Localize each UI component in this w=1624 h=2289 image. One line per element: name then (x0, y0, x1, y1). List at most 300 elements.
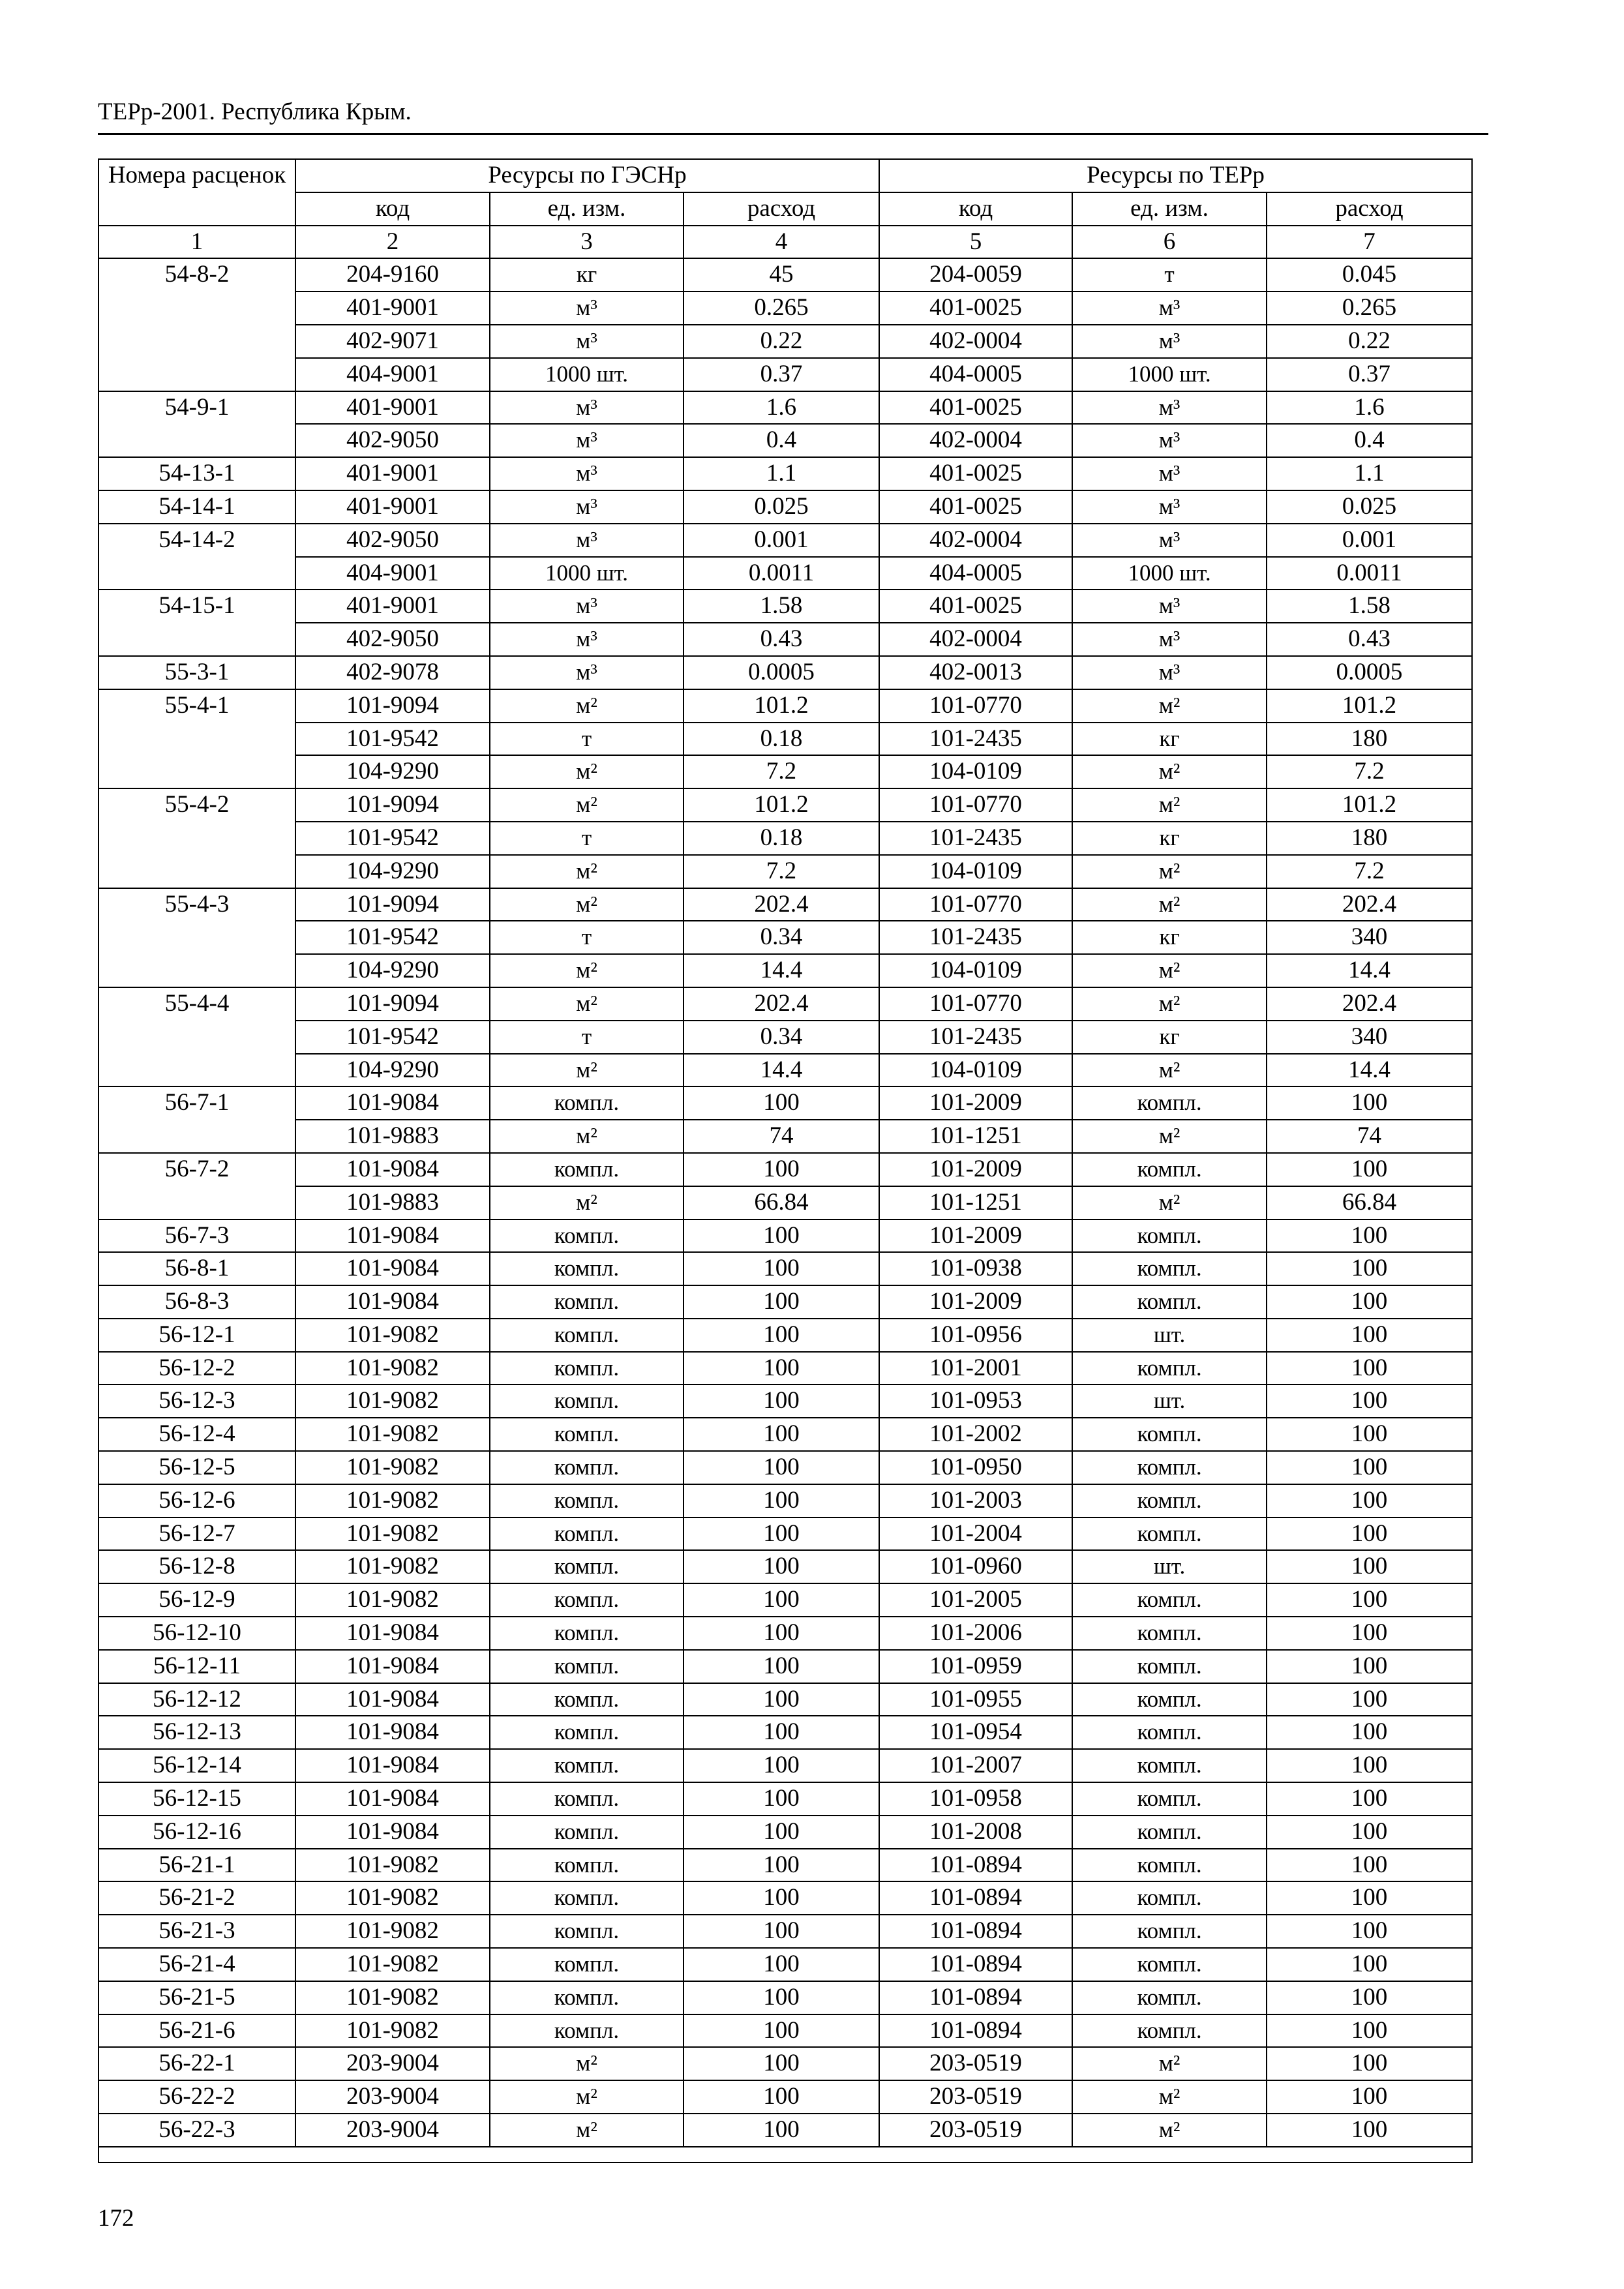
table-row (98, 1683, 1472, 1716)
cell-ter-consumption: 100 (1267, 1981, 1472, 2014)
cell-ter-consumption: 100 (1267, 1749, 1472, 1782)
cell-gesn-code: 101-9082 (295, 1849, 490, 1882)
cell-ter-unit: м³ (1072, 424, 1267, 457)
cell-gesn-code: 101-9542 (295, 921, 490, 954)
cell-ter-code: 401-0025 (879, 292, 1072, 325)
cell-gesn-unit: м² (490, 1120, 684, 1153)
cell-ter-code: 101-0954 (879, 1716, 1072, 1749)
cell-gesn-unit: м² (490, 788, 684, 822)
cell-rate-number: 55-4-3 (98, 888, 295, 987)
table-row (98, 1981, 1472, 2014)
cell-ter-code: 203-0519 (879, 2047, 1072, 2080)
spacer-cell (490, 2147, 684, 2162)
cell-gesn-unit: м³ (490, 590, 684, 623)
cell-ter-code: 101-2435 (879, 822, 1072, 855)
cell-gesn-unit: 1000 шт. (490, 358, 684, 391)
cell-gesn-consumption: 101.2 (684, 788, 879, 822)
cell-ter-consumption: 202.4 (1267, 987, 1472, 1021)
cell-gesn-code: 404-9001 (295, 358, 490, 391)
cell-gesn-code: 402-9050 (295, 524, 490, 557)
cell-gesn-code: 101-9084 (295, 1816, 490, 1849)
col-group-gesn: Ресурсы по ГЭСНр (295, 159, 879, 192)
cell-gesn-unit: м³ (490, 292, 684, 325)
col-index: 6 (1072, 226, 1267, 259)
cell-ter-unit: кг (1072, 1021, 1267, 1054)
cell-gesn-unit: кг (490, 258, 684, 292)
cell-ter-unit: м³ (1072, 590, 1267, 623)
cell-ter-consumption: 100 (1267, 1816, 1472, 1849)
cell-ter-unit: компл. (1072, 1153, 1267, 1186)
cell-gesn-code: 101-9084 (295, 1749, 490, 1782)
cell-gesn-code: 101-9542 (295, 723, 490, 756)
cell-gesn-unit: м² (490, 855, 684, 888)
cell-ter-unit: м³ (1072, 457, 1267, 490)
cell-ter-code: 104-0109 (879, 1054, 1072, 1087)
cell-gesn-code: 204-9160 (295, 258, 490, 292)
cell-ter-consumption: 100 (1267, 1219, 1472, 1253)
cell-gesn-unit: компл. (490, 1749, 684, 1782)
cell-ter-consumption: 101.2 (1267, 689, 1472, 723)
table-row (98, 921, 1472, 954)
cell-rate-number: 56-12-11 (98, 1650, 295, 1683)
cell-gesn-code: 101-9084 (295, 1782, 490, 1816)
cell-ter-consumption: 100 (1267, 2114, 1472, 2147)
cell-ter-unit: компл. (1072, 1451, 1267, 1484)
cell-gesn-code: 101-9094 (295, 788, 490, 822)
table-row (98, 1617, 1472, 1650)
cell-ter-unit: м² (1072, 888, 1267, 921)
cell-gesn-unit: т (490, 822, 684, 855)
col-index: 5 (879, 226, 1072, 259)
table-row (98, 1021, 1472, 1054)
cell-ter-consumption: 100 (1267, 1650, 1472, 1683)
cell-rate-number: 56-12-14 (98, 1749, 295, 1782)
cell-ter-unit: м³ (1072, 391, 1267, 425)
cell-gesn-code: 101-9082 (295, 1981, 490, 2014)
cell-ter-code: 101-1251 (879, 1120, 1072, 1153)
table-row (98, 2114, 1472, 2147)
cell-gesn-code: 101-9084 (295, 1219, 490, 1253)
cell-ter-code: 402-0013 (879, 656, 1072, 689)
resources-table (98, 158, 1473, 2163)
cell-rate-number: 56-21-5 (98, 1981, 295, 2014)
cell-ter-unit: компл. (1072, 1981, 1267, 2014)
cell-gesn-unit: м³ (490, 524, 684, 557)
cell-ter-code: 101-2003 (879, 1484, 1072, 1518)
table-row (98, 723, 1472, 756)
table-row (98, 1782, 1472, 1816)
cell-ter-code: 203-0519 (879, 2114, 1072, 2147)
table-row (98, 524, 1472, 557)
table-row (98, 855, 1472, 888)
cell-rate-number: 55-4-1 (98, 689, 295, 788)
cell-gesn-code: 101-9542 (295, 822, 490, 855)
cell-gesn-consumption: 100 (684, 1252, 879, 1285)
cell-gesn-code: 402-9071 (295, 325, 490, 358)
cell-gesn-consumption: 100 (684, 2047, 879, 2080)
cell-gesn-unit: м³ (490, 424, 684, 457)
cell-ter-code: 101-2009 (879, 1086, 1072, 1120)
cell-gesn-consumption: 100 (684, 2014, 879, 2048)
cell-ter-unit: компл. (1072, 1219, 1267, 1253)
table-row (98, 2080, 1472, 2114)
cell-ter-code: 101-2002 (879, 1418, 1072, 1451)
cell-ter-code: 101-2435 (879, 921, 1072, 954)
cell-gesn-consumption: 0.43 (684, 623, 879, 656)
cell-gesn-consumption: 100 (684, 1418, 879, 1451)
cell-ter-code: 101-2008 (879, 1816, 1072, 1849)
cell-ter-consumption: 0.001 (1267, 524, 1472, 557)
cell-gesn-consumption: 100 (684, 1782, 879, 1816)
cell-gesn-consumption: 100 (684, 1915, 879, 1948)
table-row (98, 1086, 1472, 1120)
cell-gesn-code: 101-9883 (295, 1120, 490, 1153)
cell-rate-number: 56-12-5 (98, 1451, 295, 1484)
cell-ter-code: 101-2009 (879, 1153, 1072, 1186)
table-row (98, 258, 1472, 292)
cell-gesn-consumption: 0.37 (684, 358, 879, 391)
cell-ter-code: 101-0958 (879, 1782, 1072, 1816)
cell-ter-code: 101-2435 (879, 723, 1072, 756)
cell-rate-number: 56-12-16 (98, 1816, 295, 1849)
cell-ter-consumption: 100 (1267, 1484, 1472, 1518)
cell-ter-unit: м² (1072, 954, 1267, 987)
cell-gesn-unit: компл. (490, 1948, 684, 1981)
cell-ter-code: 101-2001 (879, 1352, 1072, 1385)
cell-ter-code: 204-0059 (879, 258, 1072, 292)
cell-gesn-consumption: 0.0011 (684, 557, 879, 590)
cell-gesn-consumption: 202.4 (684, 888, 879, 921)
cell-rate-number: 56-12-9 (98, 1583, 295, 1617)
cell-ter-unit: компл. (1072, 1948, 1267, 1981)
cell-gesn-code: 101-9084 (295, 1617, 490, 1650)
cell-gesn-unit: м² (490, 1054, 684, 1087)
cell-ter-code: 104-0109 (879, 855, 1072, 888)
page-number: 172 (98, 2205, 134, 2232)
cell-gesn-unit: компл. (490, 1252, 684, 1285)
cell-gesn-code: 401-9001 (295, 391, 490, 425)
cell-ter-unit: компл. (1072, 1650, 1267, 1683)
cell-rate-number: 56-12-7 (98, 1518, 295, 1551)
cell-gesn-consumption: 0.025 (684, 490, 879, 524)
cell-gesn-code: 402-9078 (295, 656, 490, 689)
cell-ter-unit: кг (1072, 723, 1267, 756)
cell-gesn-unit: компл. (490, 1849, 684, 1882)
cell-ter-unit: кг (1072, 822, 1267, 855)
cell-gesn-consumption: 0.4 (684, 424, 879, 457)
cell-ter-code: 101-0894 (879, 1981, 1072, 2014)
col-gesn-code: код (295, 192, 490, 226)
cell-ter-unit: компл. (1072, 1352, 1267, 1385)
cell-ter-unit: м² (1072, 755, 1267, 788)
col-index: 3 (490, 226, 684, 259)
cell-ter-consumption: 100 (1267, 1716, 1472, 1749)
cell-gesn-unit: м² (490, 2114, 684, 2147)
cell-gesn-consumption: 100 (684, 2080, 879, 2114)
table-row (98, 557, 1472, 590)
cell-ter-unit: компл. (1072, 1849, 1267, 1882)
cell-ter-code: 101-0950 (879, 1451, 1072, 1484)
cell-gesn-unit: компл. (490, 1617, 684, 1650)
cell-ter-unit: шт. (1072, 1319, 1267, 1352)
cell-gesn-unit: компл. (490, 1881, 684, 1915)
table-row (98, 424, 1472, 457)
cell-gesn-unit: компл. (490, 1816, 684, 1849)
cell-ter-unit: м³ (1072, 656, 1267, 689)
cell-gesn-code: 401-9001 (295, 292, 490, 325)
cell-ter-code: 203-0519 (879, 2080, 1072, 2114)
cell-ter-unit: компл. (1072, 1816, 1267, 1849)
cell-ter-unit: компл. (1072, 2014, 1267, 2048)
cell-ter-consumption: 100 (1267, 1617, 1472, 1650)
cell-ter-code: 101-0938 (879, 1252, 1072, 1285)
cell-gesn-code: 101-9084 (295, 1683, 490, 1716)
cell-ter-consumption: 100 (1267, 1153, 1472, 1186)
page-header: ТЕРр-2001. Республика Крым. (98, 98, 412, 125)
header-rule (98, 133, 1488, 135)
cell-ter-consumption: 1.1 (1267, 457, 1472, 490)
cell-gesn-unit: м² (490, 954, 684, 987)
cell-ter-unit: т (1072, 258, 1267, 292)
cell-gesn-unit: м³ (490, 391, 684, 425)
cell-gesn-code: 101-9082 (295, 1384, 490, 1418)
cell-gesn-consumption: 100 (684, 1948, 879, 1981)
cell-ter-unit: компл. (1072, 1252, 1267, 1285)
cell-ter-consumption: 180 (1267, 723, 1472, 756)
table-row (98, 1816, 1472, 1849)
table-row (98, 1384, 1472, 1418)
cell-gesn-code: 101-9542 (295, 1021, 490, 1054)
cell-ter-unit: компл. (1072, 1915, 1267, 1948)
cell-gesn-consumption: 202.4 (684, 987, 879, 1021)
cell-gesn-code: 101-9094 (295, 689, 490, 723)
cell-ter-unit: м² (1072, 788, 1267, 822)
table-row (98, 689, 1472, 723)
table-row (98, 1484, 1472, 1518)
cell-ter-consumption: 74 (1267, 1120, 1472, 1153)
cell-ter-unit: м² (1072, 2080, 1267, 2114)
spacer-cell (1267, 2147, 1472, 2162)
cell-gesn-code: 101-9082 (295, 1319, 490, 1352)
cell-gesn-unit: компл. (490, 1683, 684, 1716)
cell-ter-consumption: 0.43 (1267, 623, 1472, 656)
cell-ter-unit: м³ (1072, 292, 1267, 325)
cell-gesn-unit: компл. (490, 1352, 684, 1385)
cell-ter-consumption: 0.025 (1267, 490, 1472, 524)
cell-ter-consumption: 100 (1267, 1352, 1472, 1385)
table-row (98, 325, 1472, 358)
cell-gesn-consumption: 100 (684, 1384, 879, 1418)
cell-ter-code: 101-0894 (879, 1948, 1072, 1981)
cell-ter-code: 101-0960 (879, 1550, 1072, 1583)
cell-gesn-unit: м² (490, 2080, 684, 2114)
cell-ter-consumption: 100 (1267, 1683, 1472, 1716)
cell-ter-unit: компл. (1072, 1716, 1267, 1749)
cell-gesn-unit: м² (490, 755, 684, 788)
cell-gesn-consumption: 0.22 (684, 325, 879, 358)
cell-ter-code: 101-0894 (879, 2014, 1072, 2048)
cell-gesn-code: 101-9082 (295, 1550, 490, 1583)
cell-ter-unit: м² (1072, 689, 1267, 723)
cell-gesn-unit: компл. (490, 1418, 684, 1451)
cell-ter-consumption: 202.4 (1267, 888, 1472, 921)
cell-ter-code: 404-0005 (879, 358, 1072, 391)
table-row (98, 1054, 1472, 1087)
cell-ter-code: 101-0894 (879, 1881, 1072, 1915)
cell-rate-number: 56-7-1 (98, 1086, 295, 1153)
col-index: 4 (684, 226, 879, 259)
cell-rate-number: 56-21-6 (98, 2014, 295, 2048)
col-ter-code: код (879, 192, 1072, 226)
cell-gesn-unit: компл. (490, 1484, 684, 1518)
cell-rate-number: 54-15-1 (98, 590, 295, 656)
table-row (98, 1451, 1472, 1484)
cell-ter-unit: м² (1072, 1054, 1267, 1087)
cell-ter-consumption: 0.4 (1267, 424, 1472, 457)
table-row (98, 1285, 1472, 1319)
cell-rate-number: 56-12-1 (98, 1319, 295, 1352)
cell-gesn-unit: т (490, 1021, 684, 1054)
cell-ter-code: 101-0894 (879, 1849, 1072, 1882)
cell-ter-unit: шт. (1072, 1384, 1267, 1418)
cell-ter-consumption: 100 (1267, 1881, 1472, 1915)
table-row (98, 1352, 1472, 1385)
cell-gesn-consumption: 0.18 (684, 723, 879, 756)
cell-rate-number: 56-8-1 (98, 1252, 295, 1285)
cell-rate-number: 54-9-1 (98, 391, 295, 458)
cell-ter-consumption: 100 (1267, 1948, 1472, 1981)
cell-ter-consumption: 7.2 (1267, 755, 1472, 788)
cell-gesn-unit: м³ (490, 325, 684, 358)
cell-ter-consumption: 100 (1267, 1849, 1472, 1882)
cell-gesn-consumption: 100 (684, 2114, 879, 2147)
col-ter-unit: ед. изм. (1072, 192, 1267, 226)
cell-gesn-unit: 1000 шт. (490, 557, 684, 590)
cell-rate-number: 56-12-4 (98, 1418, 295, 1451)
cell-gesn-unit: компл. (490, 2014, 684, 2048)
cell-gesn-consumption: 100 (684, 1981, 879, 2014)
cell-rate-number: 55-3-1 (98, 656, 295, 689)
cell-ter-code: 101-0770 (879, 987, 1072, 1021)
cell-gesn-consumption: 100 (684, 1816, 879, 1849)
spacer-cell (1072, 2147, 1267, 2162)
cell-gesn-consumption: 100 (684, 1583, 879, 1617)
cell-ter-consumption: 100 (1267, 2047, 1472, 2080)
cell-ter-code: 402-0004 (879, 524, 1072, 557)
cell-gesn-consumption: 100 (684, 1716, 879, 1749)
cell-ter-unit: компл. (1072, 1518, 1267, 1551)
table-row (98, 788, 1472, 822)
cell-ter-code: 402-0004 (879, 424, 1072, 457)
cell-gesn-unit: м³ (490, 623, 684, 656)
table-row (98, 1219, 1472, 1253)
column-index-row (98, 226, 1472, 259)
cell-rate-number: 56-21-1 (98, 1849, 295, 1882)
cell-rate-number: 56-22-2 (98, 2080, 295, 2114)
cell-gesn-consumption: 100 (684, 1086, 879, 1120)
spacer-cell (98, 2147, 295, 2162)
col-gesn-consumption: расход (684, 192, 879, 226)
cell-gesn-code: 101-9082 (295, 2014, 490, 2048)
cell-ter-code: 104-0109 (879, 954, 1072, 987)
cell-gesn-code: 203-9004 (295, 2047, 490, 2080)
cell-gesn-code: 101-9084 (295, 1285, 490, 1319)
cell-ter-unit: м² (1072, 2047, 1267, 2080)
cell-ter-code: 404-0005 (879, 557, 1072, 590)
cell-gesn-code: 101-9084 (295, 1650, 490, 1683)
cell-ter-unit: компл. (1072, 1285, 1267, 1319)
spacer-cell (295, 2147, 490, 2162)
table-row (98, 2014, 1472, 2048)
cell-ter-code: 101-2004 (879, 1518, 1072, 1551)
cell-ter-consumption: 180 (1267, 822, 1472, 855)
cell-gesn-code: 104-9290 (295, 954, 490, 987)
table-body (98, 258, 1472, 2162)
col-rate-numbers: Номера расценок (98, 159, 295, 226)
cell-ter-code: 101-2007 (879, 1749, 1072, 1782)
cell-ter-consumption: 100 (1267, 1086, 1472, 1120)
cell-ter-code: 101-2009 (879, 1285, 1072, 1319)
cell-gesn-consumption: 0.34 (684, 1021, 879, 1054)
table-row (98, 457, 1472, 490)
table-row (98, 1915, 1472, 1948)
cell-ter-unit: м² (1072, 1186, 1267, 1219)
cell-gesn-consumption: 0.0005 (684, 656, 879, 689)
col-index: 2 (295, 226, 490, 259)
cell-rate-number: 56-22-3 (98, 2114, 295, 2147)
table-row (98, 623, 1472, 656)
cell-ter-consumption: 100 (1267, 1583, 1472, 1617)
cell-gesn-consumption: 101.2 (684, 689, 879, 723)
cell-gesn-consumption: 100 (684, 1153, 879, 1186)
cell-ter-code: 101-0956 (879, 1319, 1072, 1352)
cell-gesn-consumption: 14.4 (684, 954, 879, 987)
cell-rate-number: 54-8-2 (98, 258, 295, 391)
cell-gesn-consumption: 100 (684, 1881, 879, 1915)
cell-gesn-code: 101-9082 (295, 1583, 490, 1617)
cell-ter-consumption: 101.2 (1267, 788, 1472, 822)
cell-gesn-unit: компл. (490, 1086, 684, 1120)
cell-ter-consumption: 0.265 (1267, 292, 1472, 325)
cell-ter-consumption: 100 (1267, 1518, 1472, 1551)
cell-ter-code: 101-0770 (879, 888, 1072, 921)
cell-gesn-unit: м³ (490, 457, 684, 490)
table-row (98, 822, 1472, 855)
cell-ter-consumption: 1.58 (1267, 590, 1472, 623)
cell-gesn-consumption: 0.34 (684, 921, 879, 954)
cell-gesn-consumption: 7.2 (684, 755, 879, 788)
cell-gesn-unit: м³ (490, 490, 684, 524)
table-row (98, 954, 1472, 987)
cell-ter-unit: 1000 шт. (1072, 358, 1267, 391)
cell-ter-consumption: 100 (1267, 2080, 1472, 2114)
cell-gesn-unit: компл. (490, 1915, 684, 1948)
cell-rate-number: 56-21-3 (98, 1915, 295, 1948)
spacer-cell (879, 2147, 1072, 2162)
cell-gesn-consumption: 1.6 (684, 391, 879, 425)
cell-gesn-consumption: 100 (684, 1319, 879, 1352)
table-row (98, 590, 1472, 623)
table-row (98, 1849, 1472, 1882)
cell-gesn-code: 404-9001 (295, 557, 490, 590)
cell-ter-consumption: 0.0005 (1267, 656, 1472, 689)
table-row (98, 987, 1472, 1021)
cell-ter-consumption: 100 (1267, 1418, 1472, 1451)
cell-gesn-code: 401-9001 (295, 590, 490, 623)
cell-rate-number: 54-14-1 (98, 490, 295, 524)
cell-rate-number: 56-22-1 (98, 2047, 295, 2080)
col-index: 1 (98, 226, 295, 259)
